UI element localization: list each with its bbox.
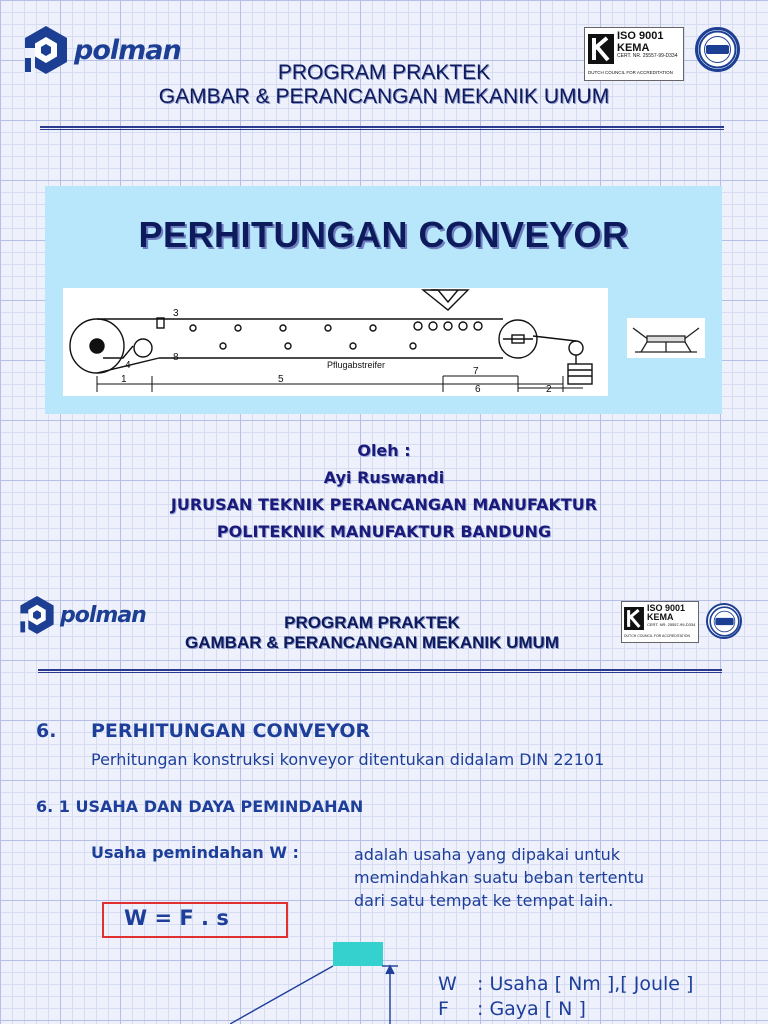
legend-w-symbol: W (438, 973, 457, 995)
polman-logo-text: polman (60, 602, 146, 628)
cert-council-text: DUTCH COUNCIL FOR ACCREDITATION (624, 634, 691, 638)
conveyor-diagram (63, 288, 608, 396)
kema-certificate-icon (588, 34, 614, 64)
cert-iso-text: ISO 9001 (617, 30, 664, 42)
byline-author: Ayi Ruswandi (323, 468, 445, 487)
cert-council-text: DUTCH COUNCIL FOR ACCREDITATION (588, 70, 673, 75)
definition-line-2: memindahkan suatu beban tertentu (354, 868, 645, 887)
diagram-label-4: 4 (125, 360, 131, 371)
diagram-label-8: 8 (173, 352, 179, 363)
header-line-program: PROGRAM PRAKTEK (277, 61, 491, 84)
diagram-label-1: 1 (121, 374, 127, 385)
cert-kema-text: KEMA (617, 41, 650, 54)
diagram-label-3: 3 (173, 308, 179, 319)
header-line-course: GAMBAR & PERANCANGAN MEKANIK UMUM (185, 632, 559, 652)
header-line-program: PROGRAM PRAKTEK (284, 613, 460, 632)
term-label: Usaha pemindahan W : (91, 843, 299, 862)
title-panel (45, 186, 722, 414)
subsection-title: 6. 1 USAHA DAN DAYA PEMINDAHAN (36, 797, 364, 816)
troughed-idler-icon (627, 318, 705, 358)
header-line-course: GAMBAR & PERANCANGAN MEKANIK UMUM (158, 85, 610, 109)
slide-header (0, 613, 744, 652)
section-title: PERHITUNGAN CONVEYOR (91, 720, 371, 742)
cert-kema-text: KEMA (647, 612, 674, 623)
header-divider (40, 126, 724, 130)
work-diagram (230, 950, 410, 1024)
section-description: Perhitungan konstruksi konveyor ditentukan didalam DIN 22101 (91, 750, 605, 769)
byline-department: JURUSAN TEKNIK PERANCANGAN MANUFAKTUR (170, 495, 598, 514)
legend-f-symbol: F (438, 998, 449, 1020)
cert-number-text: CERT. NR. 25557-99-D334 (617, 53, 678, 60)
definition-line-3: dari satu tempat ke tempat lain. (354, 891, 614, 910)
term-definition (354, 843, 644, 912)
legend-w-desc: : Usaha [ Nm ],[ Joule ] (477, 973, 694, 995)
diagram-label-6: 6 (475, 384, 481, 395)
diagram-label-5: 5 (278, 374, 284, 385)
polman-logo-text: polman (74, 34, 181, 66)
cert-iso-text: ISO 9001 (647, 603, 686, 613)
slide-header (0, 61, 768, 109)
byline (0, 437, 768, 545)
diagram-label-2: 2 (546, 384, 552, 395)
section-number: 6. (36, 720, 57, 742)
header-divider (38, 669, 722, 673)
byline-institution: POLITEKNIK MANUFAKTUR BANDUNG (216, 522, 552, 541)
byline-oleh: Oleh : (357, 441, 411, 460)
definition-line-1: adalah usaha yang dipakai untuk (354, 845, 621, 864)
main-title: PERHITUNGAN CONVEYOR (138, 214, 629, 255)
legend-f-desc: : Gaya [ N ] (477, 998, 586, 1020)
cert-number-text: CERT. NR. 25557-99-D334 (647, 621, 696, 627)
diagram-label-pflugabstreifer: Pflugabstreifer (327, 360, 386, 370)
formula-text: W = F . s (124, 906, 229, 930)
diagram-label-7: 7 (473, 366, 479, 377)
